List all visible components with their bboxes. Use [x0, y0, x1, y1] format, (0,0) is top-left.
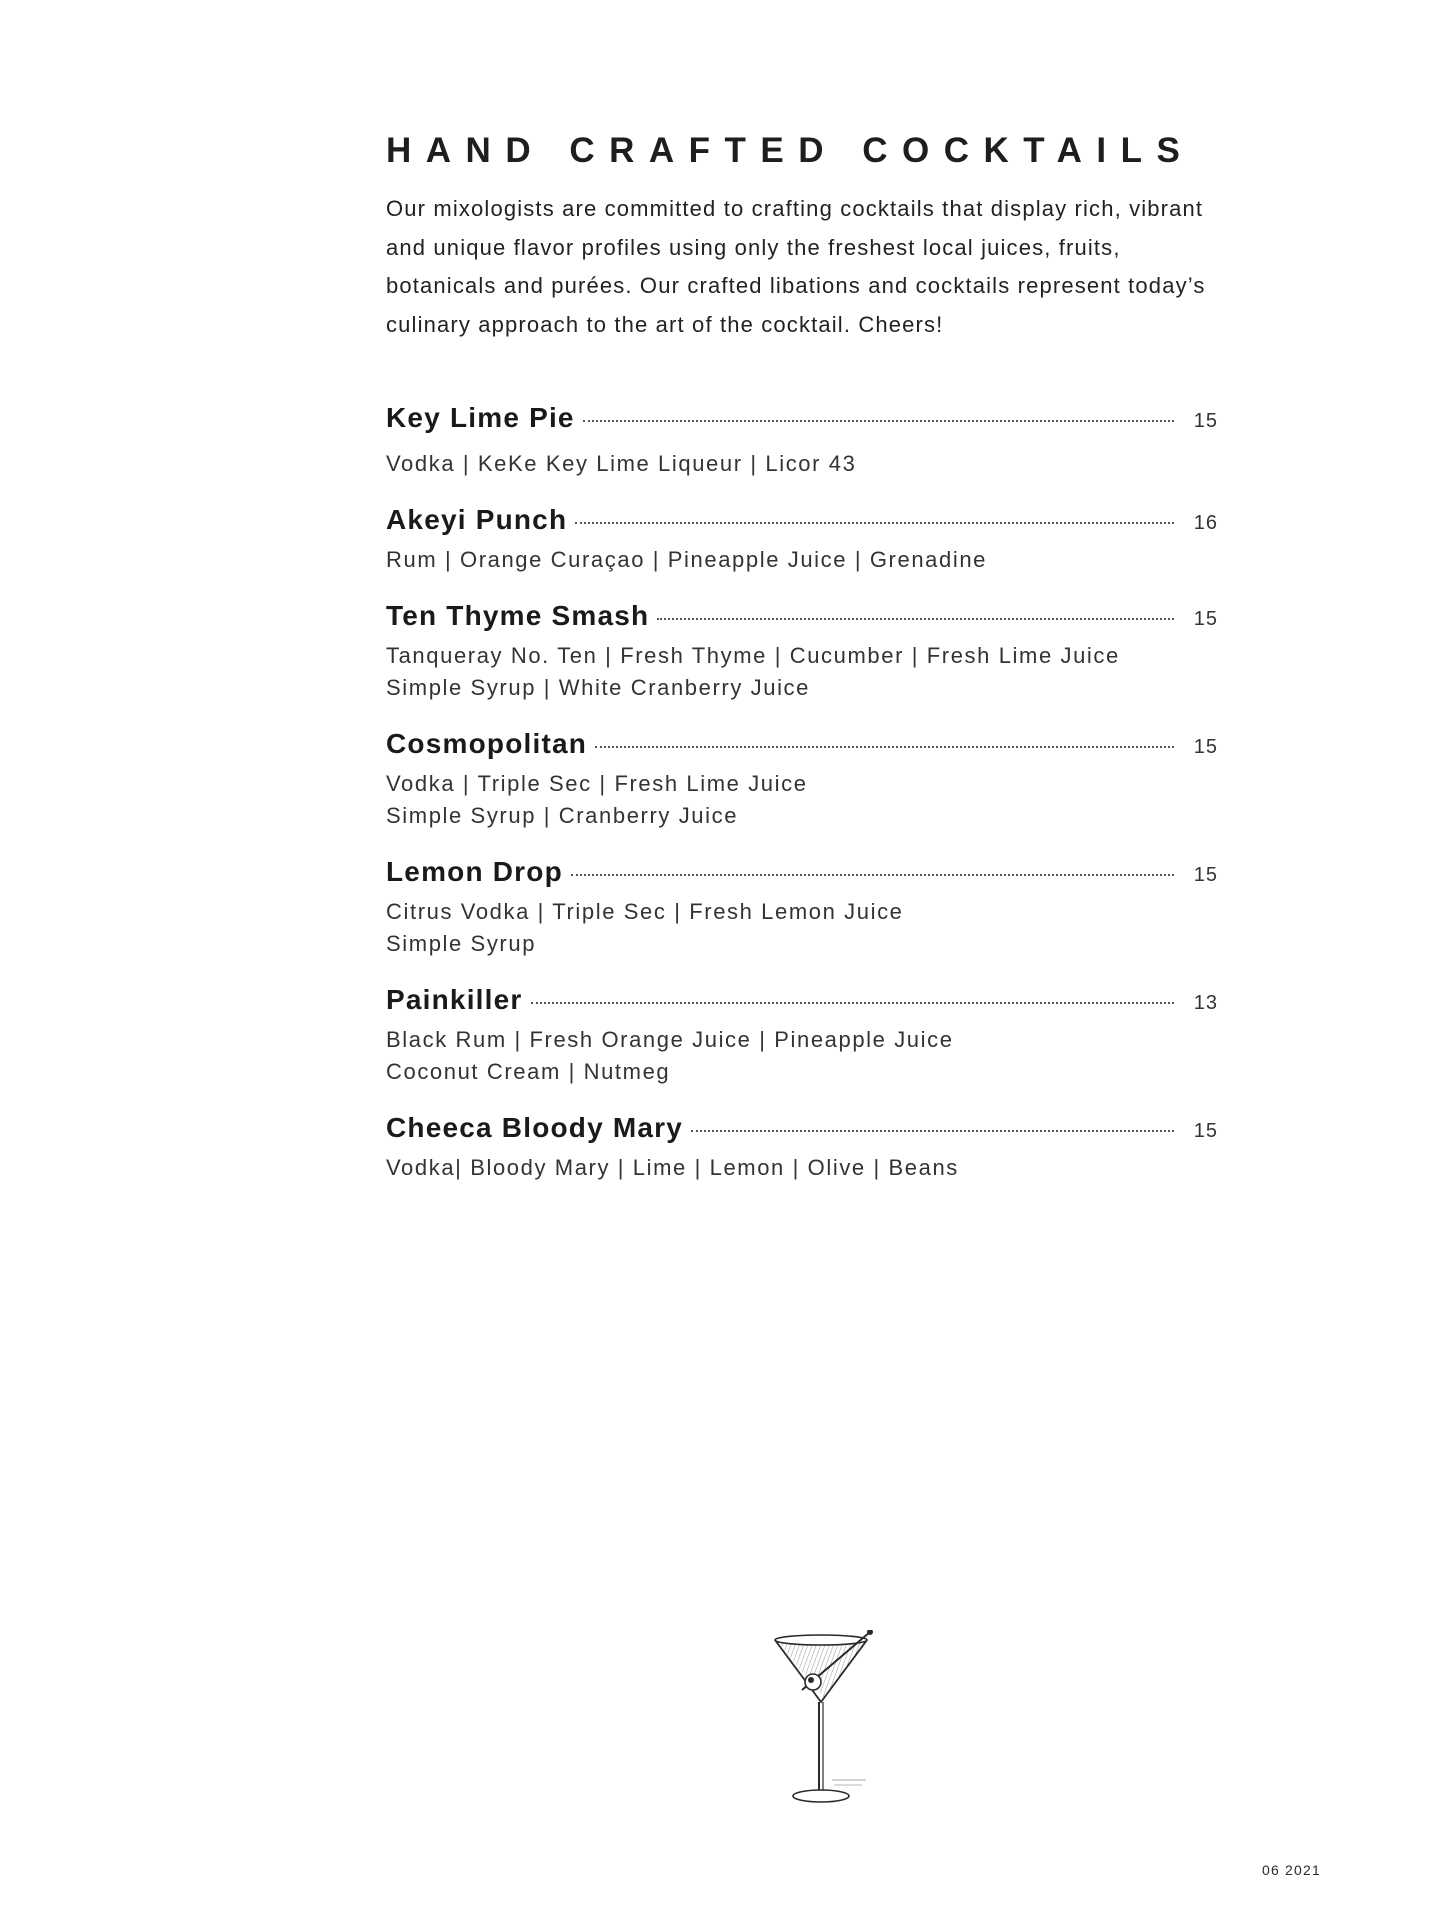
menu-item-ingredients: Tanqueray No. Ten | Fresh Thyme | Cucumber | Fresh Lime Juice: [386, 643, 1120, 668]
dot-leader: [571, 874, 1174, 876]
menu-item-ingredients-line-2: Coconut Cream | Nutmeg: [386, 1059, 671, 1084]
menu-item-price: 15: [1193, 1120, 1218, 1142]
menu-item-price: 15: [1193, 736, 1218, 758]
menu-item-price: 13: [1193, 992, 1218, 1014]
menu-item-header: [386, 504, 1218, 544]
dot-leader: [595, 746, 1174, 748]
dot-leader: [531, 1002, 1174, 1004]
menu-item-price: 15: [1193, 864, 1218, 886]
menu-item-header: [386, 728, 1218, 768]
menu-item-price: 16: [1193, 512, 1218, 534]
menu-item-ten-thyme-smash: [386, 600, 1218, 704]
menu-item-header: [386, 984, 1218, 1024]
menu-item-ingredients-line-2: Simple Syrup | White Cranberry Juice: [386, 675, 810, 700]
menu-item-header: [386, 600, 1218, 640]
menu-item-name: Cheeca Bloody Mary: [386, 1112, 684, 1143]
dot-leader: [583, 420, 1174, 422]
menu-title: HAND CRAFTED COCKTAILS: [386, 131, 1195, 170]
edition-date: 06 2021: [1262, 1862, 1322, 1878]
menu-item-name: Lemon Drop: [386, 856, 563, 887]
menu-item-painkiller: [386, 984, 1218, 1088]
menu-item-price: 15: [1193, 410, 1218, 432]
menu-item-ingredients: Vodka | KeKe Key Lime Liqueur | Licor 43: [386, 451, 857, 476]
cocktail-menu-page: [386, 124, 1218, 1208]
menu-item-name: Cosmopolitan: [386, 728, 588, 759]
menu-item-ingredients: Vodka| Bloody Mary | Lime | Lemon | Olive | Beans: [386, 1155, 959, 1180]
intro-paragraph: Our mixologists are committed to crafting cocktails that display rich, vibrant and unique flavor profiles using only the freshest local juices, fruits, botanicals and purées. Our crafted libations and cocktails represent today’s culinary approach to the art of the cocktail. Cheers!: [386, 196, 1206, 337]
dot-leader: [657, 618, 1174, 620]
menu-item-akeyi-punch: [386, 504, 1218, 576]
menu-item-header: [386, 402, 1218, 442]
menu-item-cheeca-bloody-mary: [386, 1112, 1218, 1184]
menu-item-cosmopolitan: [386, 728, 1218, 832]
menu-item-ingredients-line-2: Simple Syrup | Cranberry Juice: [386, 803, 739, 828]
menu-item-header: [386, 856, 1218, 896]
dot-leader: [575, 522, 1174, 524]
menu-item-ingredients-line-2: Simple Syrup: [386, 931, 537, 956]
menu-item-name: Painkiller: [386, 984, 523, 1015]
menu-item-name: Ten Thyme Smash: [386, 600, 650, 631]
menu-item-key-lime-pie: [386, 402, 1218, 480]
dot-leader: [691, 1130, 1174, 1132]
menu-item-ingredients: Citrus Vodka | Triple Sec | Fresh Lemon Juice: [386, 899, 904, 924]
menu-item-lemon-drop: [386, 856, 1218, 960]
menu-item-header: [386, 1112, 1218, 1152]
menu-item-name: Key Lime Pie: [386, 402, 575, 433]
menu-item-price: 15: [1193, 608, 1218, 630]
cocktail-list: [386, 402, 1218, 1184]
menu-item-ingredients: Rum | Orange Curaçao | Pineapple Juice | Grenadine: [386, 547, 987, 572]
martini-glass-icon: [762, 1630, 882, 1810]
menu-item-name: Akeyi Punch: [386, 504, 568, 535]
menu-item-ingredients: Black Rum | Fresh Orange Juice | Pineapple Juice: [386, 1027, 954, 1052]
menu-item-ingredients: Vodka | Triple Sec | Fresh Lime Juice: [386, 771, 808, 796]
